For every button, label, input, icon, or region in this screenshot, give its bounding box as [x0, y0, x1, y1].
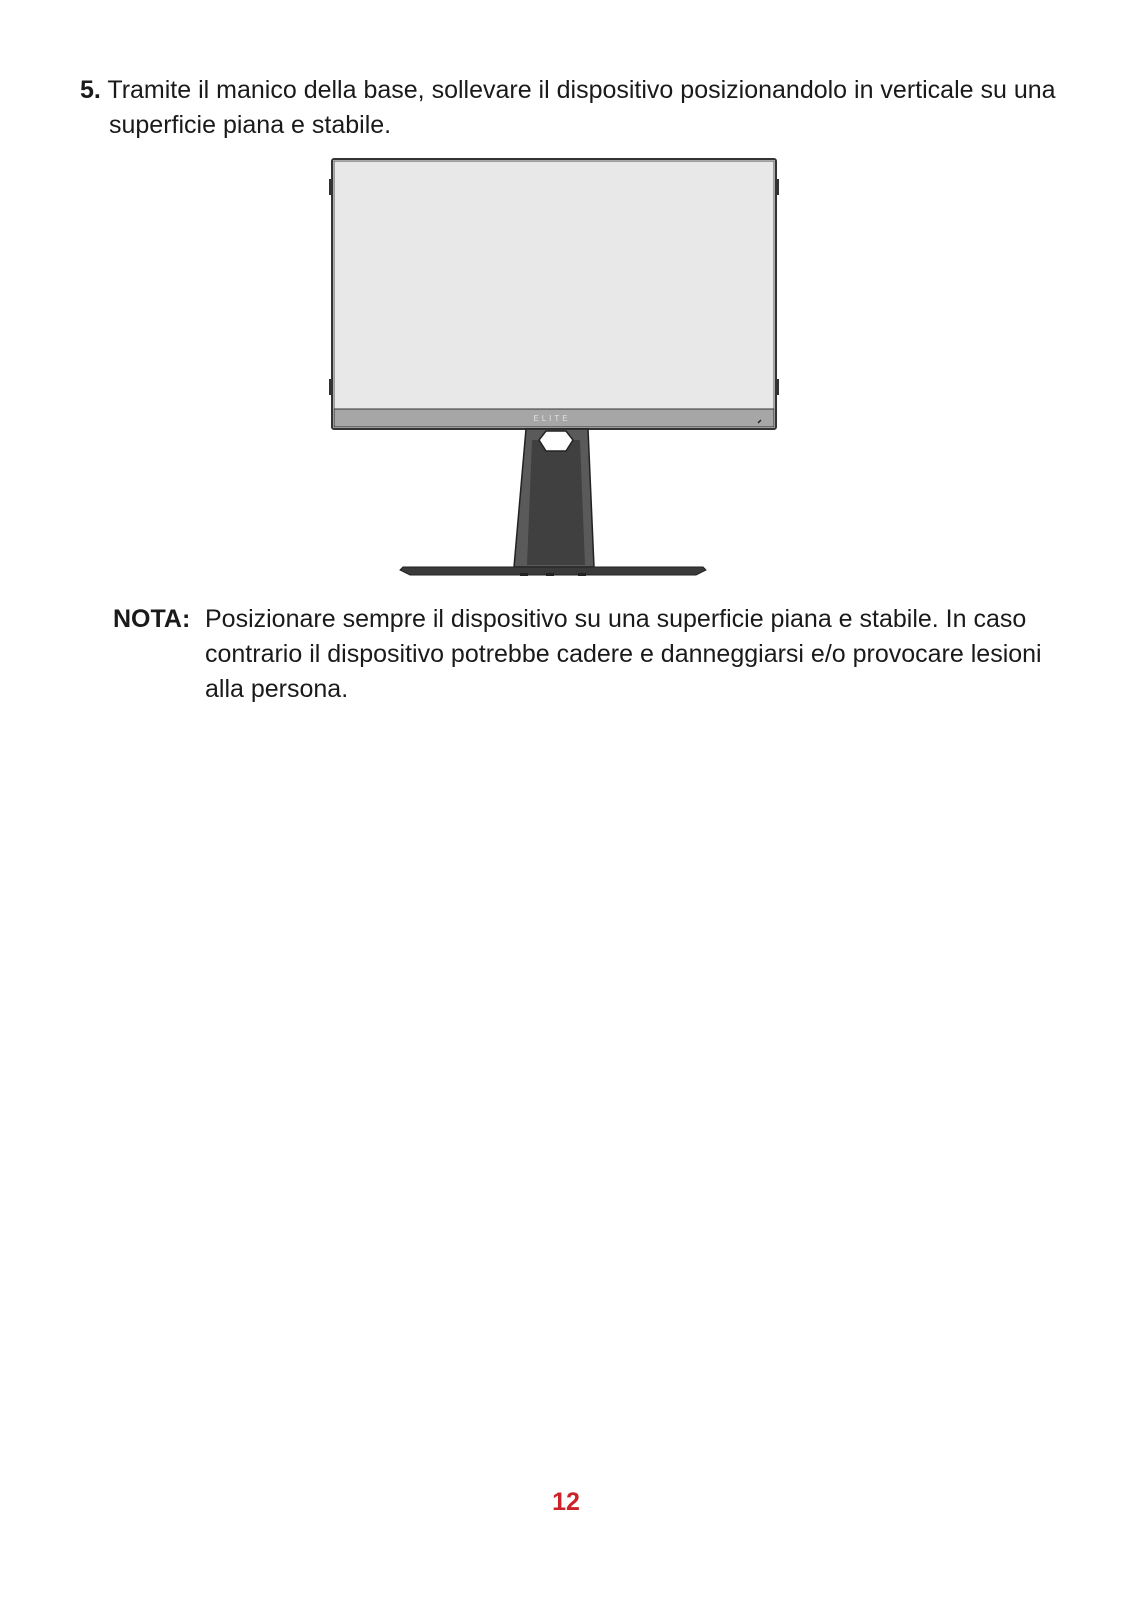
step-number: 5.	[80, 76, 101, 104]
page-number: 12	[552, 1488, 580, 1516]
base-foot	[578, 573, 586, 576]
instruction-step	[80, 73, 1089, 143]
base-foot	[520, 573, 528, 576]
monitor-illustration	[328, 155, 792, 593]
note-text: Posizionare sempre il dispositivo su una superficie piana e stabile. In caso contrario il dispositivo potrebbe cadere e danneggiarsi e/o provocare lesioni alla persona.	[205, 605, 1042, 703]
monitor-screen	[334, 161, 774, 409]
note-label: NOTA:	[113, 605, 191, 633]
base-foot	[546, 573, 554, 576]
step-text: Tramite il manico della base, sollevare il dispositivo posizionandolo in verticale su una superficie piana e stabile.	[107, 76, 1056, 139]
stand-inner-panel	[527, 440, 585, 565]
stand-handle-opening	[539, 431, 573, 451]
brand-logo: ELITE	[533, 414, 571, 423]
